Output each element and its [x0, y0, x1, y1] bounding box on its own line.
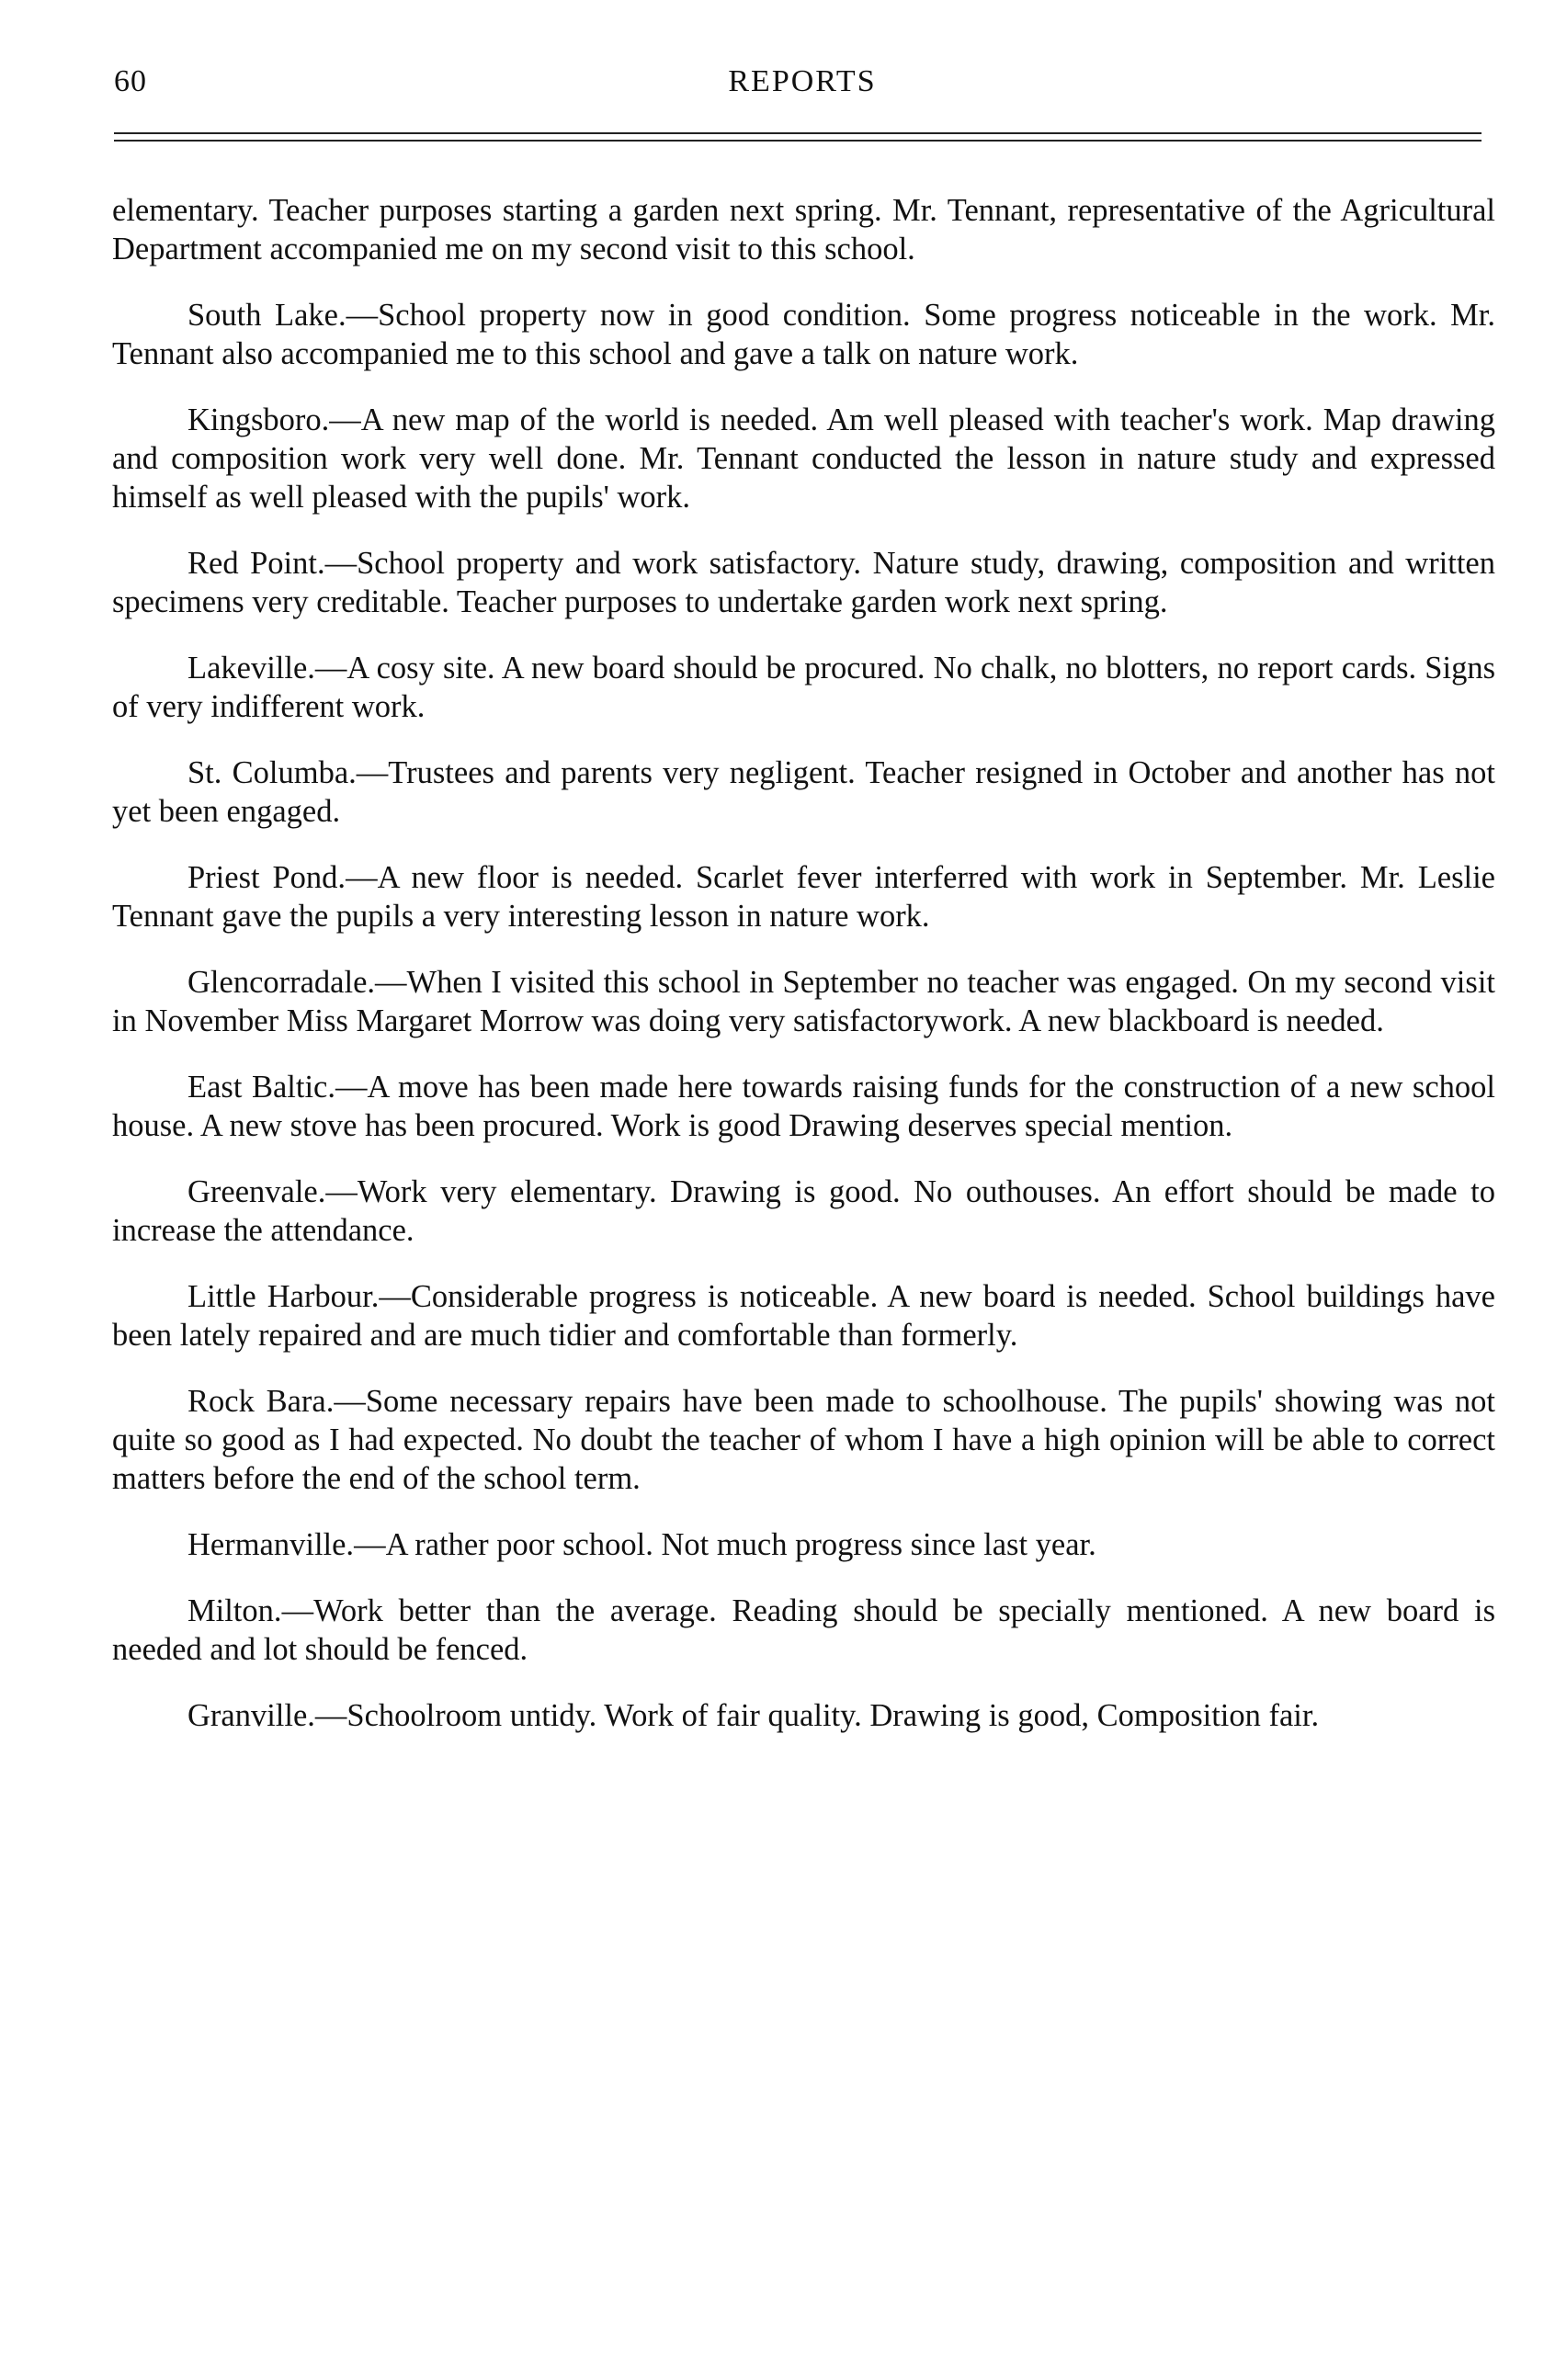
paragraph-text: —Trustees and parents very negligent. Teacher resigned in October and another has not yet been engaged.	[112, 755, 1495, 829]
school-name: Hermanville.	[187, 1527, 355, 1562]
paragraph-text: —Schoolroom untidy. Work of fair quality. Drawing is good, Composition fair.	[314, 1698, 1320, 1733]
school-name: Kingsboro.	[187, 402, 330, 437]
report-paragraph-south-lake	[112, 296, 1495, 373]
school-name: Lakeville.	[187, 651, 315, 686]
report-paragraph-little-harbour	[112, 1277, 1495, 1354]
header-rule-bottom	[114, 140, 1482, 142]
report-paragraph-greenvale	[112, 1173, 1495, 1250]
paragraph-text: —School property now in good condition. Some progress noticeable in the work. Mr. Tennant also accompanied me to this school and gave a talk on nature work.	[112, 298, 1495, 371]
report-paragraph-hermanville	[112, 1525, 1495, 1564]
paragraph-text: elementary. Teacher purposes starting a garden next spring. Mr. Tennant, representative of the Agricultural Department accompanied me on my second visit to this school.	[112, 193, 1495, 266]
report-paragraph-lakeville	[112, 649, 1495, 726]
page-header	[114, 64, 1482, 110]
school-name: Rock Bara.	[187, 1384, 335, 1419]
paragraph-text: —A rather poor school. Not much progress since last year.	[354, 1527, 1096, 1562]
report-paragraph-glencorradale	[112, 963, 1495, 1040]
report-body	[112, 191, 1495, 1762]
paragraph-text: —A new map of the world is needed. Am well pleased with teacher's work. Map drawing and composition work very well done. Mr. Tennant conducted the lesson in nature study and expressed himself as well pleased with the pupils' work.	[112, 402, 1495, 515]
school-name: St. Columba.	[187, 755, 357, 790]
school-name: Red Point.	[187, 546, 325, 581]
school-name: Priest Pond.	[187, 860, 346, 895]
paragraph-text: —Work very elementary. Drawing is good. No outhouses. An effort should be made to increase the attendance.	[112, 1174, 1495, 1248]
report-paragraph-continued	[112, 191, 1495, 268]
report-paragraph-east-baltic	[112, 1068, 1495, 1145]
school-name: Milton.	[187, 1593, 282, 1628]
report-paragraph-milton	[112, 1592, 1495, 1669]
paragraph-text: —When I visited this school in September no teacher was engaged. On my second visit in November Miss Margaret Morrow was doing very satisfactorywork. A new blackboard is needed.	[112, 965, 1495, 1038]
report-paragraph-st-columba	[112, 754, 1495, 831]
paragraph-text: —School property and work satisfactory. Nature study, drawing, composition and written specimens very creditable. Teacher purposes to undertake garden work next spring.	[112, 546, 1495, 619]
paragraph-text: —Some necessary repairs have been made to schoolhouse. The pupils' showing was not quite so good as I had expected. No doubt the teacher of whom I have a high opinion will be able to correct matters before the end of the school term.	[112, 1384, 1495, 1496]
paragraph-text: —Considerable progress is noticeable. A new board is needed. School buildings have been lately repaired and are much tidier and comfortable than formerly.	[112, 1279, 1495, 1353]
report-paragraph-red-point	[112, 544, 1495, 621]
school-name: Granville.	[187, 1698, 315, 1733]
header-rule-top	[114, 132, 1482, 134]
paragraph-text: —Work better than the average. Reading should be specially mentioned. A new board is needed and lot should be fenced.	[112, 1593, 1495, 1667]
school-name: Greenvale.	[187, 1174, 326, 1209]
report-paragraph-priest-pond	[112, 858, 1495, 935]
school-name: South Lake.	[187, 298, 346, 333]
paragraph-text: —A cosy site. A new board should be procured. No chalk, no blotters, no report cards. Signs of very indifferent work.	[112, 651, 1495, 724]
paragraph-text: —A new floor is needed. Scarlet fever interferred with work in September. Mr. Leslie Tennant gave the pupils a very interesting lesson in nature work.	[112, 860, 1495, 934]
report-paragraph-granville	[112, 1696, 1495, 1735]
school-name: Glencorradale.	[187, 965, 376, 1000]
paragraph-text: —A move has been made here towards raising funds for the construction of a new school house. A new stove has been procured. Work is good Drawing deserves special mention.	[112, 1070, 1495, 1143]
report-paragraph-kingsboro	[112, 401, 1495, 516]
page-number: 60	[114, 64, 147, 98]
school-name: East Baltic.	[187, 1070, 335, 1105]
report-paragraph-rock-bara	[112, 1382, 1495, 1498]
running-head: REPORTS	[728, 64, 877, 98]
school-name: Little Harbour.	[187, 1279, 380, 1314]
